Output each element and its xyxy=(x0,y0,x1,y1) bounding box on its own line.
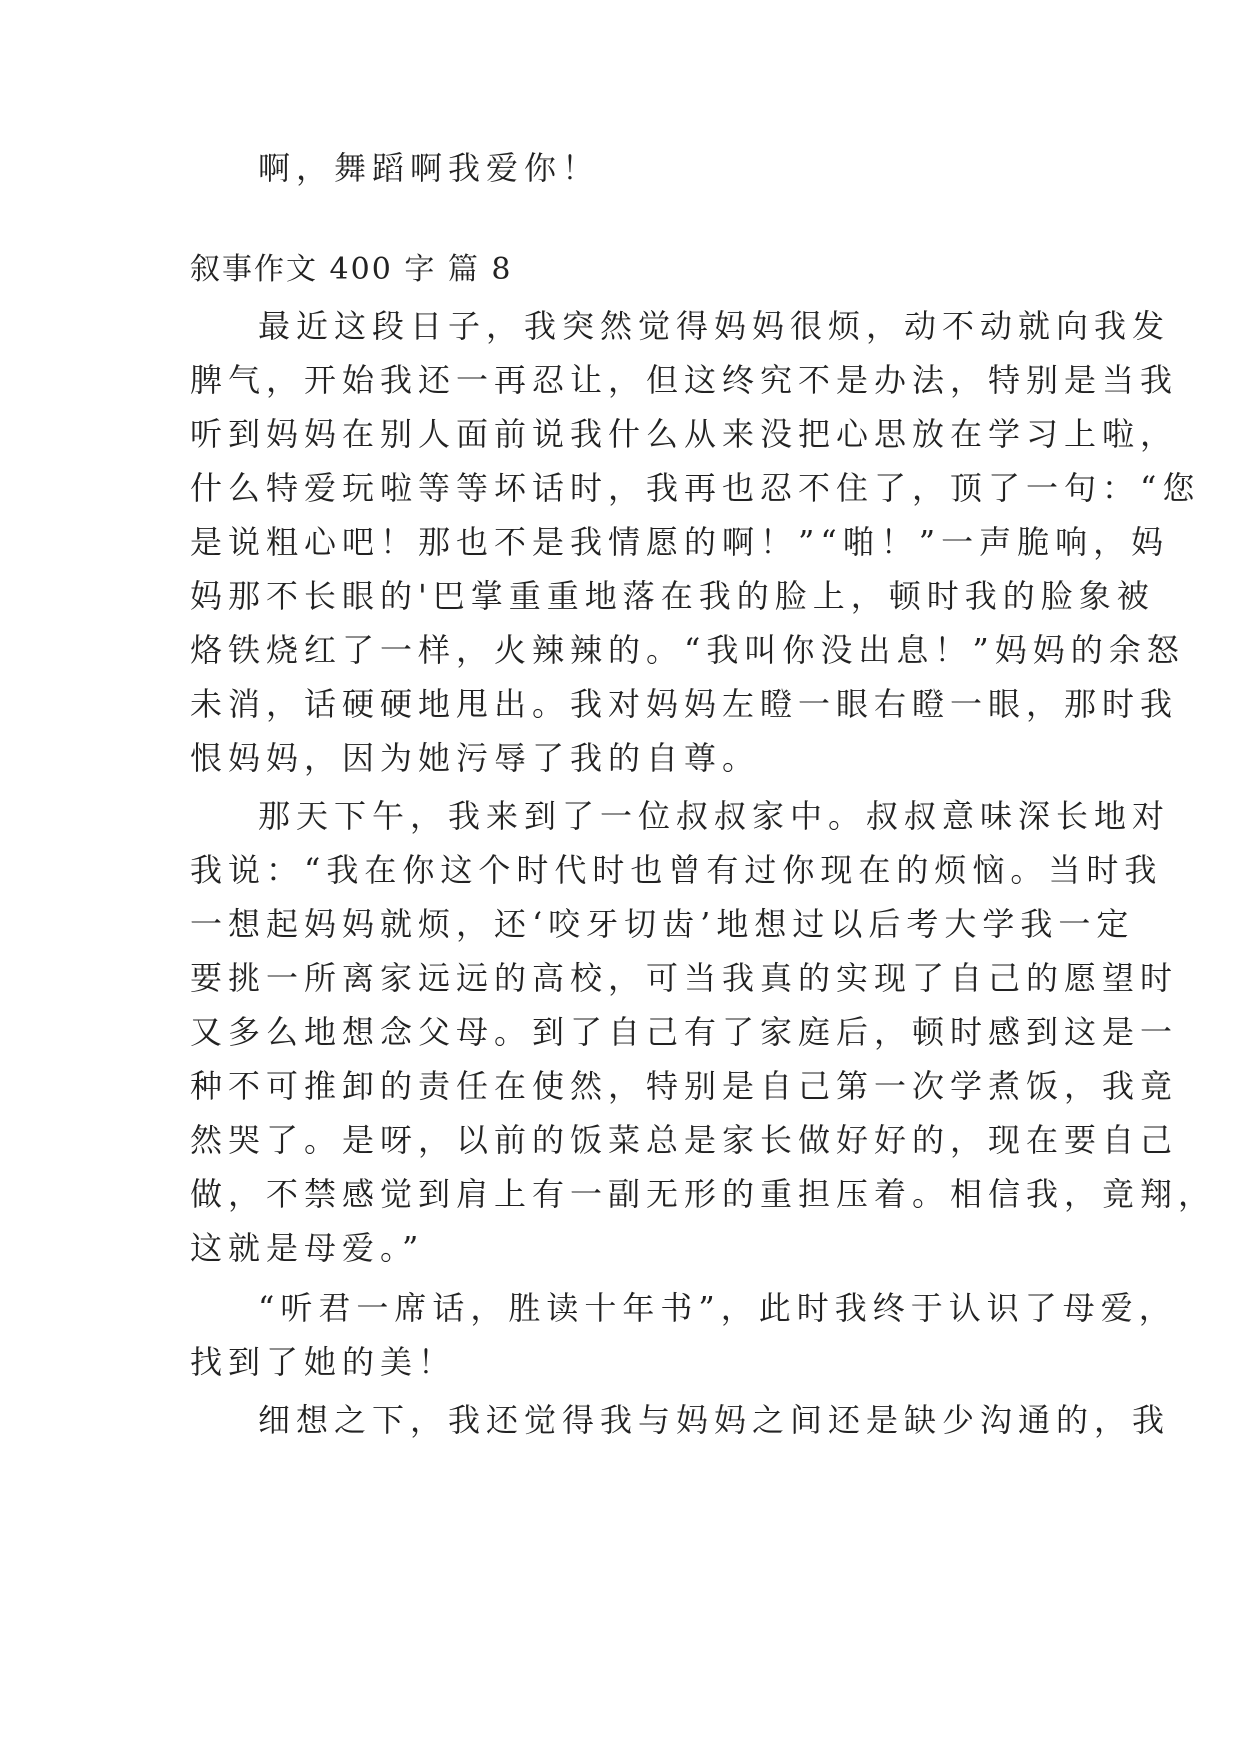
paragraph-1-line-3: 听到妈妈在别人面前说我什么从来没把心思放在学习上啦， xyxy=(190,415,1179,453)
paragraph-1-line-9: 恨妈妈，因为她污辱了我的自尊。 xyxy=(190,739,761,777)
paragraph-1-line-2: 脾气，开始我还一再忍让，但这终究不是办法，特别是当我 xyxy=(190,361,1179,399)
paragraph-2-line-3: 一想起妈妈就烦，还‘咬牙切齿’地想过以后考大学我一定 xyxy=(190,905,1135,943)
paragraph-1-line-7: 烙铁烧红了一样，火辣辣的。“我叫你没出息！”妈妈的余怒 xyxy=(190,631,1185,669)
paragraph-1-line-8: 未消，话硬硬地甩出。我对妈妈左瞪一眼右瞪一眼，那时我 xyxy=(190,685,1179,723)
paragraph-3-line-2: 找到了她的美！ xyxy=(190,1343,457,1381)
paragraph-2-line-7: 然哭了。是呀，以前的饭菜总是家长做好好的，现在要自己 xyxy=(190,1121,1179,1159)
paragraph-2-line-5: 又多么地想念父母。到了自己有了家庭后，顿时感到这是一 xyxy=(190,1013,1179,1051)
paragraph-2-line-6: 种不可推卸的责任在使然，特别是自己第一次学煮饭，我竟 xyxy=(190,1067,1179,1105)
paragraph-2-line-1: 那天下午，我来到了一位叔叔家中。叔叔意味深长地对 xyxy=(258,797,1171,835)
paragraph-2-line-9: 这就是母爱。” xyxy=(190,1229,425,1267)
paragraph-3-line-1: “听君一席话，胜读十年书”，此时我终于认识了母爱， xyxy=(258,1289,1177,1327)
paragraph-1-line-4: 什么特爱玩啦等等坏话时，我再也忍不住了，顶了一句：“您 xyxy=(190,469,1201,507)
section-heading: 叙事作文 400 字 篇 8 xyxy=(190,252,513,287)
paragraph-1-line-5: 是说粗心吧！那也不是我情愿的啊！”“啪！”一声脆响，妈 xyxy=(190,523,1170,561)
paragraph-1-line-1: 最近这段日子，我突然觉得妈妈很烦，动不动就向我发 xyxy=(258,307,1171,345)
paragraph-2-line-8: 做，不禁感觉到肩上有一副无形的重担压着。相信我，竟翔， xyxy=(190,1175,1217,1213)
paragraph-4-line-1: 细想之下，我还觉得我与妈妈之间还是缺少沟通的，我 xyxy=(258,1401,1171,1439)
paragraph-1-line-6: 妈那不长眼的'巴掌重重地落在我的脸上，顿时我的脸象被 xyxy=(190,577,1155,615)
paragraph-2-line-4: 要挑一所离家远远的高校，可当我真的实现了自己的愿望时 xyxy=(190,959,1179,997)
paragraph-2-line-2: 我说：“我在你这个时代时也曾有过你现在的烦恼。当时我 xyxy=(190,851,1163,889)
intro-closing-line: 啊，舞蹈啊我爱你！ xyxy=(258,149,601,187)
